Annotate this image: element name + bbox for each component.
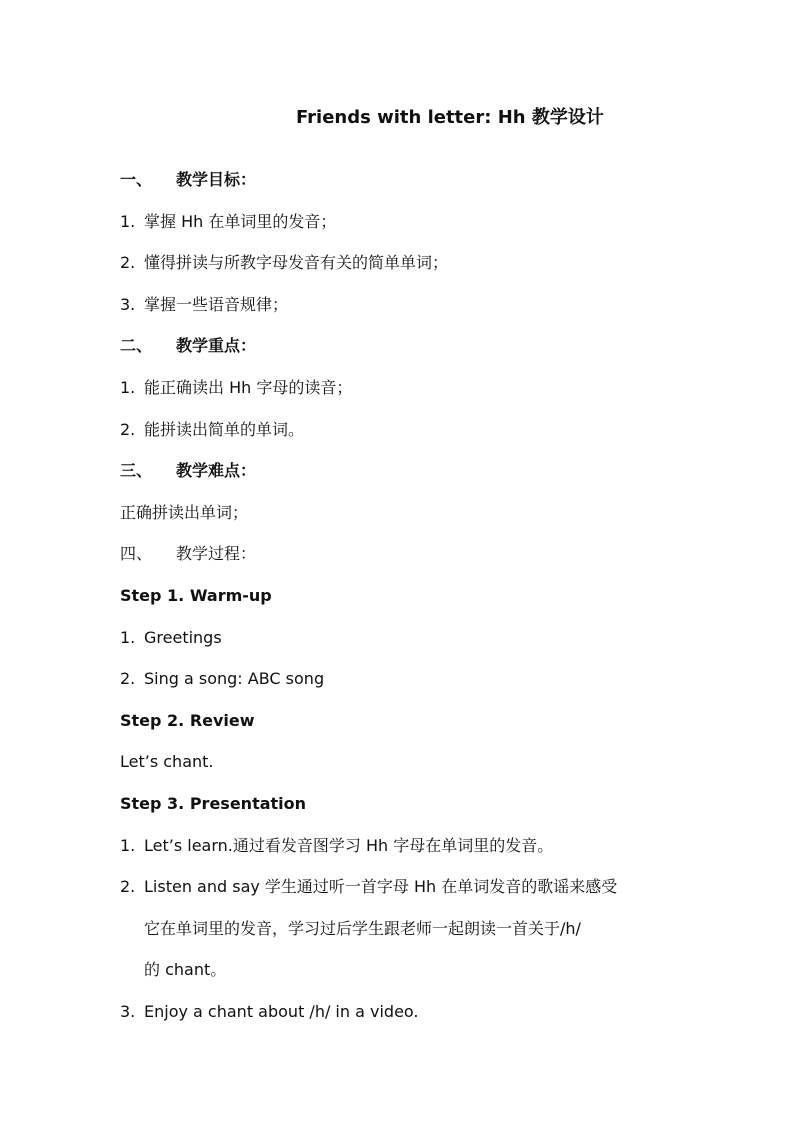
list-number: 1. (120, 378, 136, 397)
list-item (120, 418, 304, 442)
paragraph: Let’s chant. (120, 752, 214, 771)
list-text: Let’s learn.通过看发音图学习 Hh 字母在单词里的发音。 (144, 836, 554, 855)
list-item (120, 210, 336, 234)
list-number: 1. (120, 212, 136, 231)
list-text: 掌握 Hh 在单词里的发音； (144, 212, 337, 231)
list-number: 3. (120, 1002, 136, 1021)
section-label: 教学难点： (176, 461, 257, 480)
list-text: Listen and say 学生通过听一首字母 Hh 在单词发音的歌谣来感受 (144, 877, 618, 896)
section-number: 二、 (120, 336, 153, 355)
list-text: Sing a song: ABC song (144, 669, 325, 688)
list-text: Greetings (144, 628, 222, 647)
list-item (120, 293, 288, 317)
list-number: 3. (120, 295, 136, 314)
step-heading: Step 3. Presentation (120, 794, 307, 813)
list-number: 2. (120, 253, 136, 272)
section-label: 教学重点： (176, 336, 257, 355)
list-number: 1. (120, 628, 136, 647)
list-text: Enjoy a chant about /h/ in a video. (144, 1002, 419, 1021)
section-heading-process (120, 542, 256, 566)
list-item (120, 251, 448, 275)
list-item (120, 834, 553, 858)
section-number: 四、 (120, 544, 153, 563)
page-title: Friends with letter: Hh 教学设计 (296, 107, 604, 128)
list-item (120, 1000, 419, 1024)
step-heading: Step 1. Warm-up (120, 586, 272, 605)
section-label: 教学过程： (176, 544, 257, 563)
section-number: 一、 (120, 170, 153, 189)
section-label: 教学目标： (176, 170, 257, 189)
section-heading-difficulties (120, 459, 256, 483)
list-item (120, 376, 352, 400)
list-number: 2. (120, 877, 136, 896)
paragraph: 正确拼读出单词； (120, 503, 249, 522)
step-heading: Step 2. Review (120, 711, 255, 730)
list-text: 能正确读出 Hh 字母的读音； (144, 378, 353, 397)
list-text: 掌握一些语音规律； (144, 295, 289, 314)
list-item (120, 626, 222, 650)
section-number: 三、 (120, 461, 153, 480)
section-heading-key-points (120, 334, 256, 358)
section-heading-objectives (120, 168, 256, 192)
list-number: 1. (120, 836, 136, 855)
list-item-continuation: 它在单词里的发音，学习过后学生跟老师一起朗读一首关于/h/ (144, 919, 581, 938)
list-text: 懂得拼读与所教字母发音有关的简单单词； (144, 253, 449, 272)
list-text: 能拼读出简单的单词。 (144, 420, 305, 439)
list-number: 2. (120, 420, 136, 439)
list-number: 2. (120, 669, 136, 688)
list-item (120, 667, 324, 691)
list-item (120, 875, 617, 899)
list-item-continuation: 的 chant。 (144, 960, 227, 979)
